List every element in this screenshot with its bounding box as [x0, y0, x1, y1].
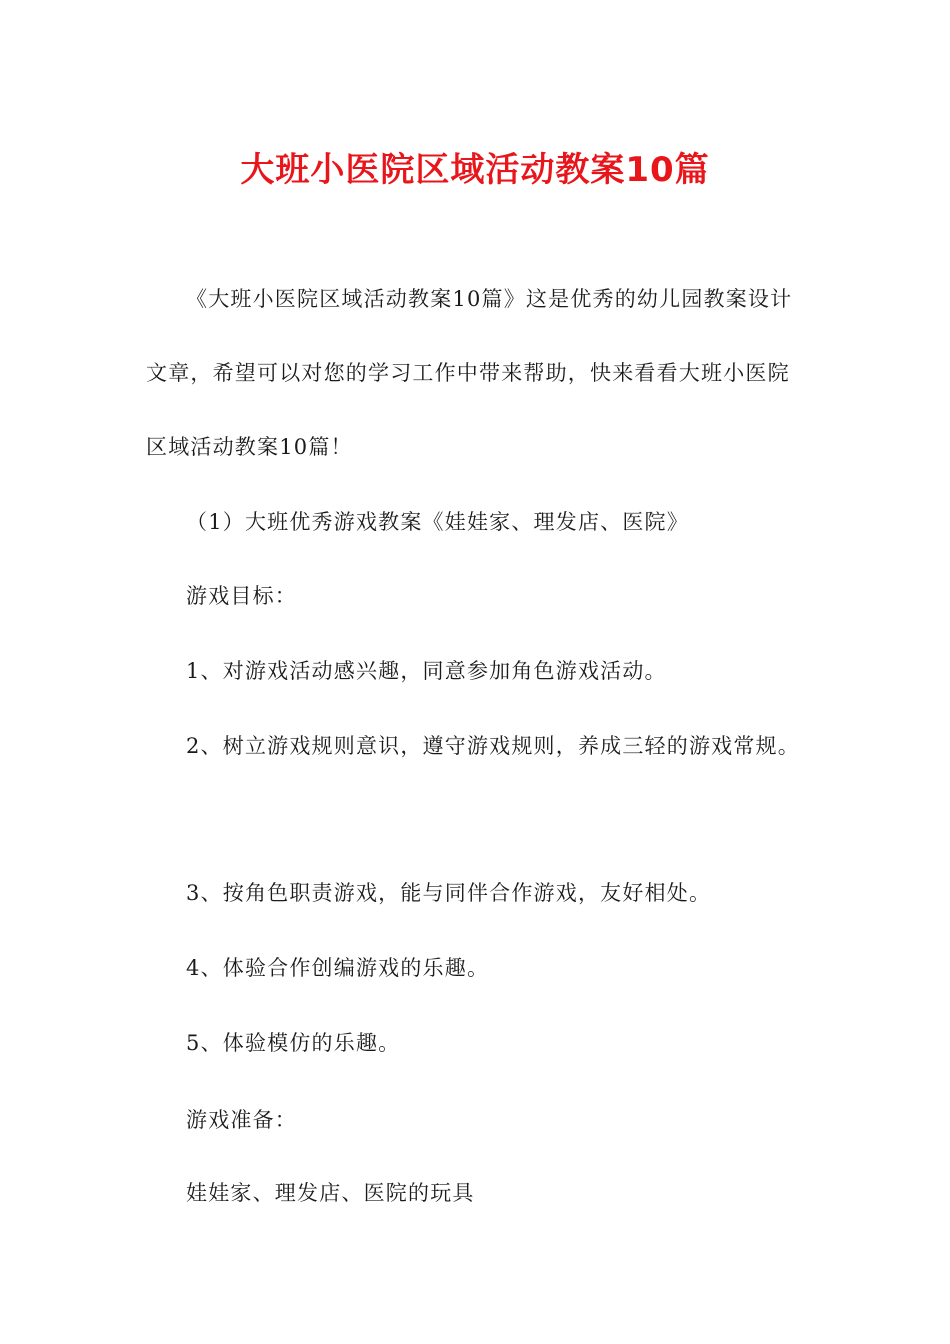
goal-item-1: 1、对游戏活动感兴趣，同意参加角色游戏活动。 — [186, 659, 667, 683]
goal-item-4: 4、体验合作创编游戏的乐趣。 — [186, 956, 490, 980]
goal-item-3: 3、按角色职责游戏，能与同伴合作游戏，友好相处。 — [186, 881, 712, 905]
prep-heading: 游戏准备： — [186, 1108, 297, 1132]
goal-item-5: 5、体验模仿的乐趣。 — [186, 1031, 401, 1055]
intro-line-3: 区域活动教案10篇！ — [146, 435, 353, 459]
intro-line-2: 文章，希望可以对您的学习工作中带来帮助，快来看看大班小医院 — [146, 361, 790, 385]
goal-item-2: 2、树立游戏规则意识，遵守游戏规则，养成三轻的游戏常规。 — [186, 734, 800, 758]
prep-items: 娃娃家、理发店、医院的玩具 — [186, 1181, 475, 1205]
document-title: 大班小医院区域活动教案10篇 — [240, 150, 710, 190]
intro-line-1: 《大班小医院区域活动教案10篇》这是优秀的幼儿园教案设计 — [186, 287, 793, 311]
goals-heading: 游戏目标： — [186, 584, 297, 608]
section-heading: （1）大班优秀游戏教案《娃娃家、理发店、医院》 — [186, 510, 689, 534]
